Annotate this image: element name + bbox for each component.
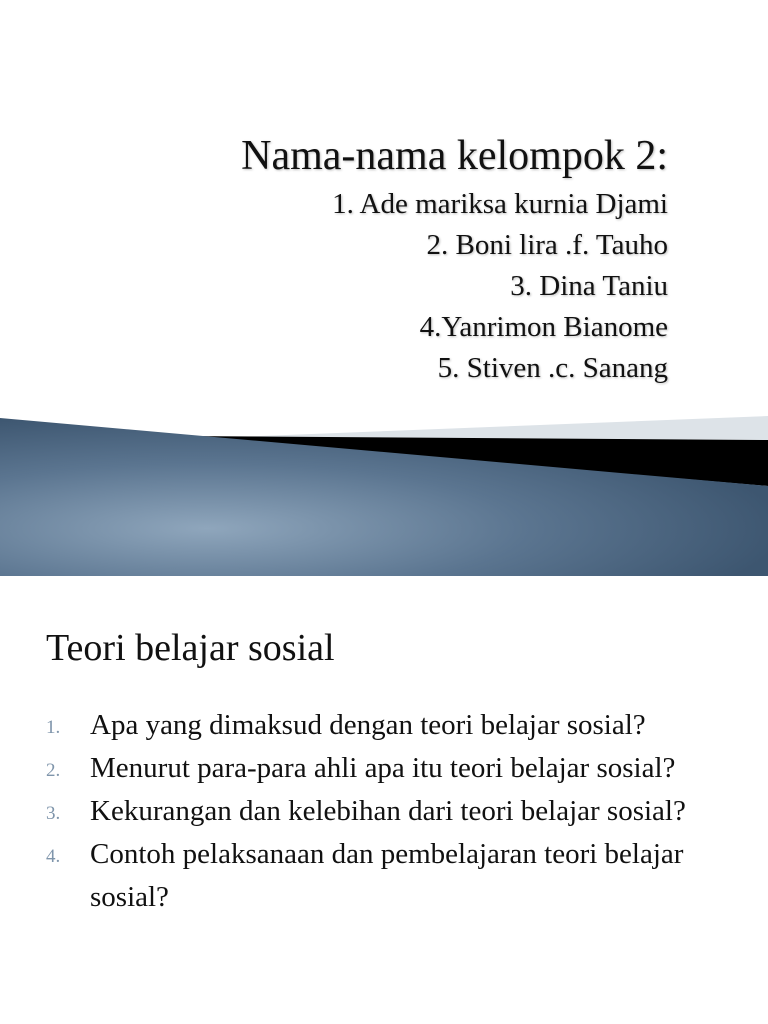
decorative-banner bbox=[0, 400, 768, 576]
slide-2 bbox=[0, 576, 768, 1024]
list-item bbox=[0, 833, 768, 919]
member-list bbox=[241, 184, 668, 389]
question-list bbox=[0, 704, 768, 919]
member-item: 2. Boni lira .f. Tauho bbox=[426, 229, 668, 261]
list-item bbox=[0, 704, 768, 747]
slide-2-title: Teori belajar sosial bbox=[46, 627, 335, 669]
member-item: 3. Dina Taniu bbox=[510, 270, 668, 302]
member-item: 5. Stiven .c. Sanang bbox=[437, 352, 668, 384]
list-item bbox=[0, 747, 768, 790]
list-number: 2. bbox=[46, 760, 61, 781]
question-text: Kekurangan dan kelebihan dari teori belajar sosial? bbox=[90, 795, 686, 827]
slide-1-title: Nama-nama kelompok 2: bbox=[241, 133, 668, 179]
member-item: 1. Ade mariksa kurnia Djami bbox=[332, 188, 668, 220]
title-block bbox=[241, 128, 668, 389]
question-text: Menurut para-para ahli apa itu teori belajar sosial? bbox=[90, 752, 676, 784]
list-number: 1. bbox=[46, 717, 61, 738]
banner-light-wedge bbox=[210, 416, 768, 440]
list-number: 4. bbox=[46, 846, 61, 867]
list-number: 3. bbox=[46, 803, 61, 824]
list-item bbox=[0, 790, 768, 833]
question-text: Contoh pelaksanaan dan pembelajaran teori belajar sosial? bbox=[90, 838, 684, 913]
question-text: Apa yang dimaksud dengan teori belajar sosial? bbox=[90, 709, 646, 741]
member-item: 4.Yanrimon Bianome bbox=[419, 311, 668, 343]
